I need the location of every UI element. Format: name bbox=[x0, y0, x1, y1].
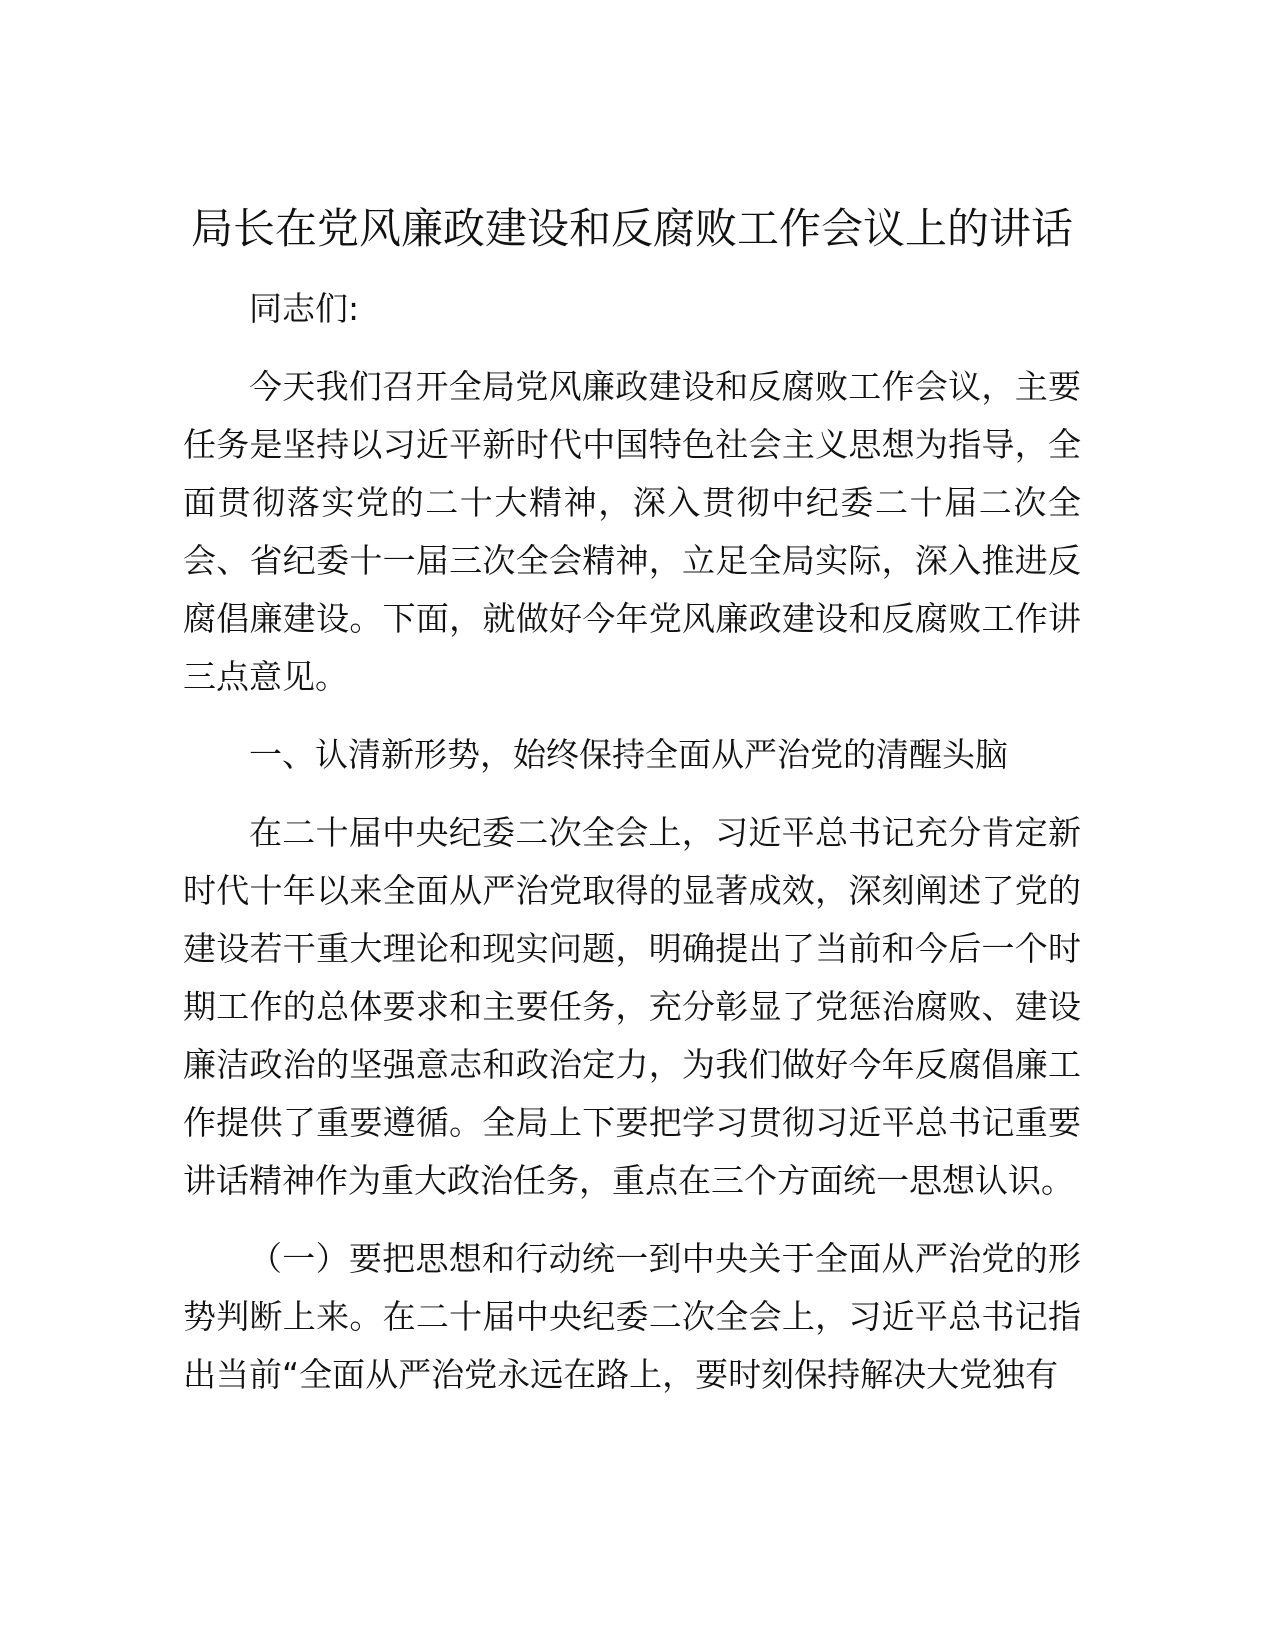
document-body bbox=[183, 200, 1081, 1404]
paragraph-subsection-1: （一）要把思想和行动统一到中央关于全面从严治党的形势判断上来。在二十届中央纪委二次全会上，习近平总书记指出当前“全面从严治党永远在路上，要时刻保持解决大党独有 bbox=[183, 1239, 1081, 1394]
document-title: 局长在党风廉政建设和反腐败工作会议上的讲话 bbox=[190, 204, 1073, 253]
section-heading-1: 一、认清新形势，始终保持全面从严治党的清醒头脑 bbox=[249, 735, 1008, 774]
paragraph-section-1: 在二十届中央纪委二次全会上，习近平总书记充分肯定新时代十年以来全面从严治党取得的显著成效，深刻阐述了党的建设若干重大理论和现实问题，明确提出了当前和今后一个时期工作的总体要求和主要任务，充分彰显了党惩治腐败、建设廉洁政治的坚强意志和政治定力，为我们做好今年反腐倡廉工作提供了重要遵循。全局上下要把学习贯彻习近平总书记重要讲话精神作为重大政治任务，重点在三个方面统一思想认识。 bbox=[183, 813, 1081, 1200]
salutation: 同志们: bbox=[249, 289, 360, 328]
paragraph-intro: 今天我们召开全局党风廉政建设和反腐败工作会议，主要任务是坚持以习近平新时代中国特色社会主义思想为指导，全面贯彻落实党的二十大精神，深入贯彻中纪委二十届二次全会、省纪委十一届三次全会精神，立足全局实际，深入推进反腐倡廉建设。下面，就做好今年党风廉政建设和反腐败工作讲三点意见。 bbox=[183, 367, 1081, 696]
